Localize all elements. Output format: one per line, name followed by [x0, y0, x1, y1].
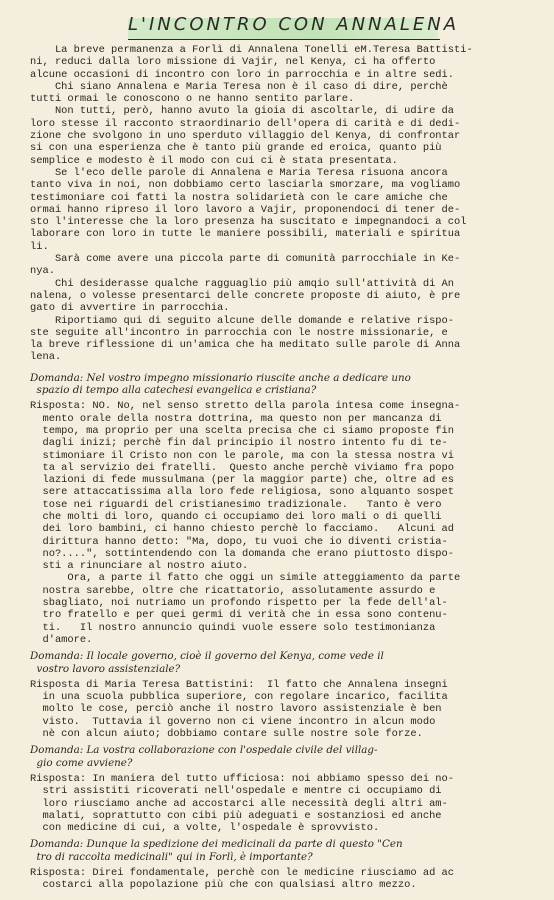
intro-line: La breve permanenza a Forlì di Annalena Tonelli eM.Teresa Battisti-: [30, 44, 473, 56]
answer-line: nostra sarebbe, oltre che ricattatorio, assolutamente assurdo e: [30, 584, 436, 597]
page-title: L'INCONTRO CON ANNALENA: [128, 14, 460, 35]
answer-line: tempo, ma proprio per una scelta precisa che ci siamo proposte fin: [30, 424, 455, 437]
intro-line: zione che svolgono in uno sperduto villaggio del Kenya, di confrontar: [30, 130, 461, 143]
intro-line: lena.: [30, 351, 62, 364]
intro-line: laborare con loro in tutte le maniere possibili, materiali e spiritua: [30, 228, 461, 241]
intro-line: Sarà come avere una piccola parte di comunità parrocchiale in Ke-: [30, 253, 461, 266]
answer-line: mento orale della nostra dottrina, ma questo non per mancanza di: [30, 412, 442, 425]
answer-line: sbagliato, noi nutriamo un profondo rispetto per la fede dell'al-: [30, 597, 448, 610]
intro-line: tutti ormai le conoscono o ne hanno sentito parlare.: [30, 93, 355, 106]
answer-line: malati, soprattutto con cibi più adeguati e sostanziosi ed anche: [30, 809, 442, 822]
answer-line: in una scuola pubblica superiore, con regolare incarico, facilita: [30, 691, 448, 704]
intro-line: nya.: [30, 265, 55, 278]
intro-line: tanto viva in noi, non dobbiamo certo lasciarla smorzare, ma vogliamo: [30, 179, 461, 192]
question-line: gio come avviene?: [30, 756, 133, 769]
answer-line: sti a rinunciare al nostro aiuto.: [30, 560, 249, 573]
answer-line: con medicine di cui, a volte, l'ospedale è sprovvisto.: [30, 822, 380, 835]
intro-line: nalena, o volesse presentarci delle concrete proposte di aiuto, è pre: [30, 289, 461, 302]
intro-line: si con una esperienza che è tanto più grande ed eroica, quanto più: [30, 142, 442, 155]
answer-line: tro fratello e per quei germi di verità che in essa sono contenu-: [30, 609, 448, 622]
answer-line: Ora, a parte il fatto che oggi un simile atteggiamento da parte: [30, 572, 461, 585]
answer-line: molto le cose, perciò anche il nostro lavoro assistenziale è ben: [30, 703, 442, 716]
question-line: spazio di tempo alla catechesi evangelica e cristiana?: [30, 384, 317, 397]
intro-line: ormai hanno ripreso il loro lavoro a Vajir, proponendoci di tener de-: [30, 203, 461, 216]
answer-line: d'amore.: [30, 633, 93, 646]
answer-line: dagli inizi; perchè fin dal principio il nostro intento fu di te-: [30, 437, 448, 450]
answer-line: sere attaccatissima alla loro fede religiosa, sono alquanto sospet: [30, 486, 455, 499]
answer-line: loro riusciamo anche ad accostarci alle necessità degli altri am-: [30, 797, 448, 810]
answer-line: dirittura hanno detto: "Ma, dopo, tu vuoi che io diventi cristia-: [30, 535, 448, 548]
intro-line: Non tutti, però, hanno avuto la gioia di ascoltarle, di udire da: [30, 105, 455, 118]
answer-line: ti. Il nostro annuncio quindi vuole essere solo testimonianza: [30, 621, 436, 634]
answer-line: stimoniare il Cristo non con le parole, ma con la stessa nostra vi: [30, 449, 455, 462]
intro-line: alcune occasioni di incontro con loro in parrocchia e in altre sedi.: [30, 68, 455, 81]
question-line: Domanda: Nel vostro impegno missionario riuscite anche a dedicare uno: [30, 371, 411, 384]
answer-line: visto. Tuttavia il governo non ci viene incontro in alcun modo: [30, 715, 436, 728]
intro-line: semplice e modesto è il modo con cui ci è stata presentata.: [30, 154, 398, 167]
intro-line: Riportiamo qui di seguito alcune delle domande e relative rispo-: [30, 314, 455, 327]
answer-line: Risposta di Maria Teresa Battistini: Il fatto che Annalena insegni: [30, 678, 448, 691]
answer-line: costarci alla popolazione più che con qualsiasi altro mezzo.: [30, 879, 417, 892]
answer-line: Risposta: Direi fondamentale, perchè con le medicine riusciamo ad ac: [30, 867, 455, 879]
question-line: vostro lavoro assistenziale?: [30, 662, 181, 675]
answer-line: dei loro bambini, ci hanno chiesto perchè lo facciamo. Alcuni ad: [30, 523, 455, 536]
intro-line: testimoniare coi fatti la nostra solidarietà con le care amiche che: [30, 191, 448, 204]
intro-line: ni, reduci dalla loro missione di Vajir, nel Kenya, ci ha offerto: [30, 56, 436, 69]
intro-line: Se l'eco delle parole di Annalena e Maria Teresa risuona ancora: [30, 166, 448, 179]
question-line: Domanda: Il locale governo, cioè il governo del Kenya, come vede il: [30, 650, 384, 663]
answer-line: no?....", sottintendendo con la domanda che erano piuttosto dispo-: [30, 547, 455, 560]
answer-line: Risposta: In maniera del tutto ufficiosa: noi abbiamo spesso dei no-: [30, 772, 455, 785]
intro-line: ste seguite all'incontro in parrocchia con le nostre missionarie, e: [30, 326, 448, 339]
question-line: Domanda: La vostra collaborazione con l'ospedale civile del villag-: [30, 744, 378, 757]
answer-line: che molti di loro, quando ci occupiamo dei loro mali o di quelli: [30, 510, 442, 523]
answer-line: Risposta: NO. No, nel senso stretto della parola intesa come insegna-: [30, 400, 461, 413]
question-line: tro di raccolta medicinali" qui in Forlì, è importante?: [30, 850, 313, 863]
paragraph-gap: [30, 364, 540, 372]
intro-line: Chi siano Annalena e Maria Teresa non è il caso di dire, perchè: [30, 80, 448, 93]
intro-line: Chi desiderasse qualche ragguaglio più amqio sull'attività di An: [30, 277, 455, 290]
intro-line: sto l'interesse che la loro presenza ha suscitato e impegnandoci a col: [30, 216, 467, 229]
answer-line: ta al servizio dei fratelli. Questo anche perchè viviamo fra popo: [30, 461, 455, 474]
intro-line: li.: [30, 240, 49, 253]
intro-line: la breve riflessione di un'amica che ha meditato sulle parole di Anna: [30, 339, 461, 352]
article-body: [30, 44, 540, 896]
title-underline: [128, 39, 440, 40]
answer-line: nè con alcun aiuto; dobbiamo contare sulle nostre sole forze.: [30, 728, 423, 741]
answer-line: stri assistiti ricoverati nell'ospedale e mentre ci occupiamo di: [30, 785, 442, 798]
intro-line: loro stesse il racconto straordinario dell'opera di carità e di dedi-: [30, 117, 461, 130]
intro-line: gato di avvertire in parrocchia.: [30, 302, 230, 315]
paragraph-gap: [30, 892, 540, 896]
answer-line: tose nei riguardi del cristianesimo tradizionale. Tanto è vero: [30, 498, 442, 511]
question-line: Domanda: Dunque la spedizione dei medicinali da parte di questo "Cen: [30, 838, 403, 851]
answer-line: lazioni di fede mussulmana (per la maggior parte) che, oltre ad es: [30, 474, 455, 487]
